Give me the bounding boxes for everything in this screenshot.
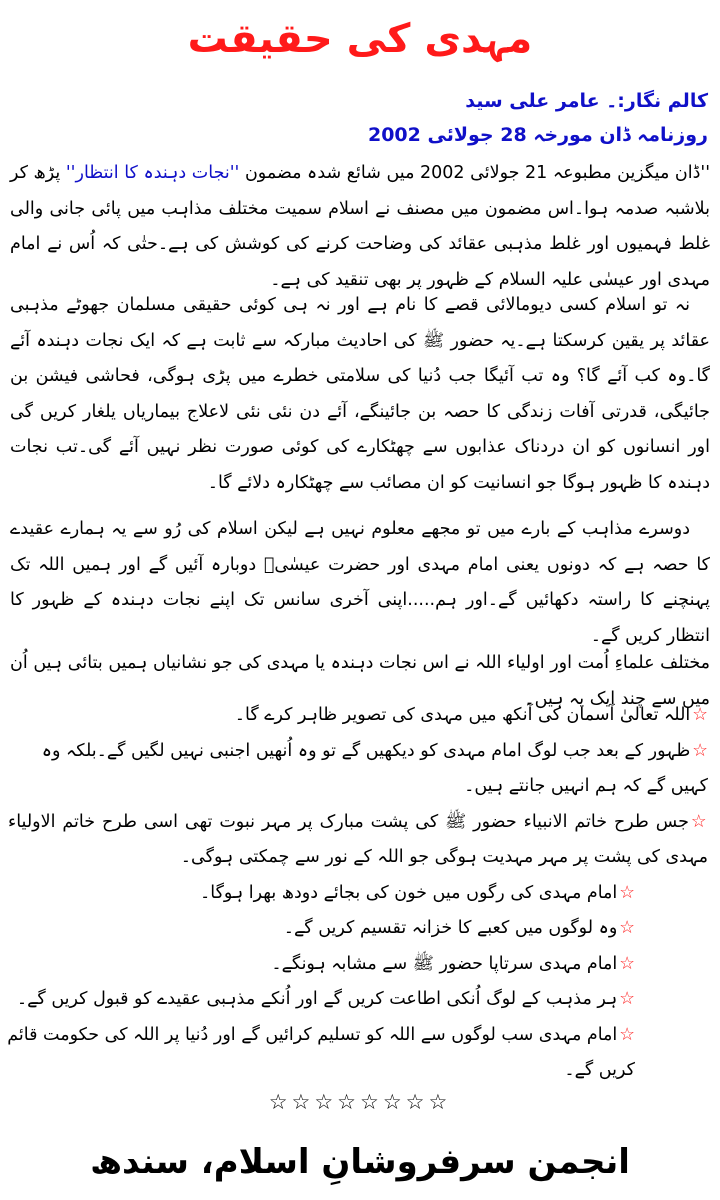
star-icon: ☆ [619, 953, 635, 974]
list-item [0, 734, 720, 805]
paragraph-belief: دوسرے مذاہب کے بارے میں تو مجھے معلوم نہیں ہے لیکن اسلام کی رُو سے یہ ہمارے عقیدے کا حصہ ہے کہ دونوں یعنی امام مہدی اور حضرت عیسٰیؑ دوبارہ آئیں گے اور ہمیں اللہ تک پہنچنے کا راستہ دکھائیں گے۔اور ہم.....اپنی آخری سانس تک اپنے نجات دہندہ کے ظہور کا انتظار کریں گے۔ [10, 519, 710, 646]
star-divider: ☆☆☆☆☆☆☆☆ [268, 1090, 452, 1114]
sign-text: امام مہدی سب لوگوں سے اللہ کو تسلیم کرائیں گے اور دُنیا پر اللہ کی حکومت قائم کریں گے۔ [7, 1024, 635, 1080]
list-item [0, 698, 720, 734]
paragraph-savior: نہ تو اسلام کسی دیومالائی قصے کا نام ہے اور نہ ہی کوئی حقیقی مسلمان جھوٹے مذہبی عقائد پر یقین کرسکتا ہے۔یہ حضور ﷺ کی احادیث مبارکہ سے ثابت ہے کہ ایک نجات دہندہ آئے گا۔وہ کب آئے گا؟ وہ تب آئیگا جب دُنیا کی سلامتی خطرے میں پڑی ہوگی، فحاشی فیشن بن جائیگی، قدرتی آفات زندگی کا حصہ بن جائینگے، آئے دن نئی نئی لاعلاج بیماریاں یلغار کریں گی اور انسانوں کو ان دردناک عذابوں سے چھٹکارے کی کوئی صورت نظر نہیں آئے گی۔تب نجات دہندہ کا ظہور ہوگا جو انسانیت کو ان مصائب سے چھٹکارہ دلائے گا۔ [10, 295, 710, 493]
star-icon: ☆ [692, 705, 708, 725]
paragraph-intro-text-start: ''ڈان میگزین مطبوعہ 21 جولائی 2002 میں شائع شدہ مضمون [239, 163, 711, 183]
sign-text: جس طرح خاتم الانبیاء حضور ﷺ کی پشت مبارک پر مہر نبوت تھی اسی طرح خاتم الاولیاء مہدی کی پشت پر مہر مہدیت ہوگی جو اللہ کے نور سے چمکتی ہوگی۔ [8, 811, 708, 867]
star-icon: ☆ [690, 811, 708, 832]
sign-text: وہ لوگوں میں کعبے کا خزانہ تقسیم کریں گے۔ [283, 918, 618, 938]
paragraph-signs-intro: مختلف علماءِ اُمت اور اولیاء اللہ نے اس نجات دہندہ یا مہدی کی جو نشانیاں ہمیں بتائی ہیں اُن میں سے چند ایک یہ ہیں۔ [10, 653, 710, 709]
star-icon: ☆ [619, 1024, 635, 1045]
sign-text: امام مہدی سرتاپا حضور ﷺ سے مشابہ ہونگے۔ [271, 953, 618, 974]
paragraph-intro-text-end: پڑھ کر بلاشبہ صدمہ ہوا۔اس مضمون میں مصنف نے اسلام سمیت مختلف مذاہب میں پائی جانی والی غلط فہمیوں اور غلط مذہبی عقائد کی وضاحت کرنے کی کوشش کی ہے۔حتٰی کہ اُس نے امام مہدی اور عیسٰی علیہ السلام کے ظہور پر بھی تنقید کی ہے۔ [10, 163, 710, 290]
star-icon: ☆ [692, 740, 708, 761]
sign-text: امام مہدی کی رگوں میں خون کی بجائے دودھ بھرا ہوگا۔ [200, 882, 618, 903]
article-title: مہدی کی حقیقت [187, 16, 533, 62]
list-item [0, 876, 720, 912]
author-line: کالم نگار:۔ عامر علی سید [465, 90, 708, 112]
list-item [8, 805, 720, 876]
star-icon: ☆ [619, 918, 635, 938]
sign-text: اللہ تعالیٰ آسمان کی آنکھ میں مہدی کی تصویر ظاہر کرے گا۔ [234, 705, 691, 725]
list-item [0, 911, 720, 947]
list-item [0, 982, 720, 1018]
list-item [0, 947, 720, 983]
list-item [0, 1018, 720, 1089]
organization-footer: انجمن سرفروشانِ اسلام، سندھ [90, 1142, 630, 1182]
signs-list [0, 698, 720, 1089]
star-icon: ☆ [619, 882, 635, 903]
sign-text: ہر مذہب کے لوگ اُنکی اطاعت کریں گے اور اُنکے مذہبی عقیدے کو قبول کریں گے۔ [16, 989, 618, 1009]
article-reference-highlight: ''نجات دہندہ کا انتظار'' [65, 163, 240, 183]
sign-text: ظہور کے بعد جب لوگ امام مہدی کو دیکھیں گے تو وہ اُنھیں اجنبی نہیں لگیں گے۔بلکہ وہ کہیں گے کہ ہم انہیں جانتے ہیں۔ [41, 740, 708, 796]
paragraph-intro [10, 156, 710, 298]
star-icon: ☆ [619, 989, 635, 1009]
source-line: روزنامہ ڈان مورخہ 28 جولائی 2002 [367, 124, 708, 146]
